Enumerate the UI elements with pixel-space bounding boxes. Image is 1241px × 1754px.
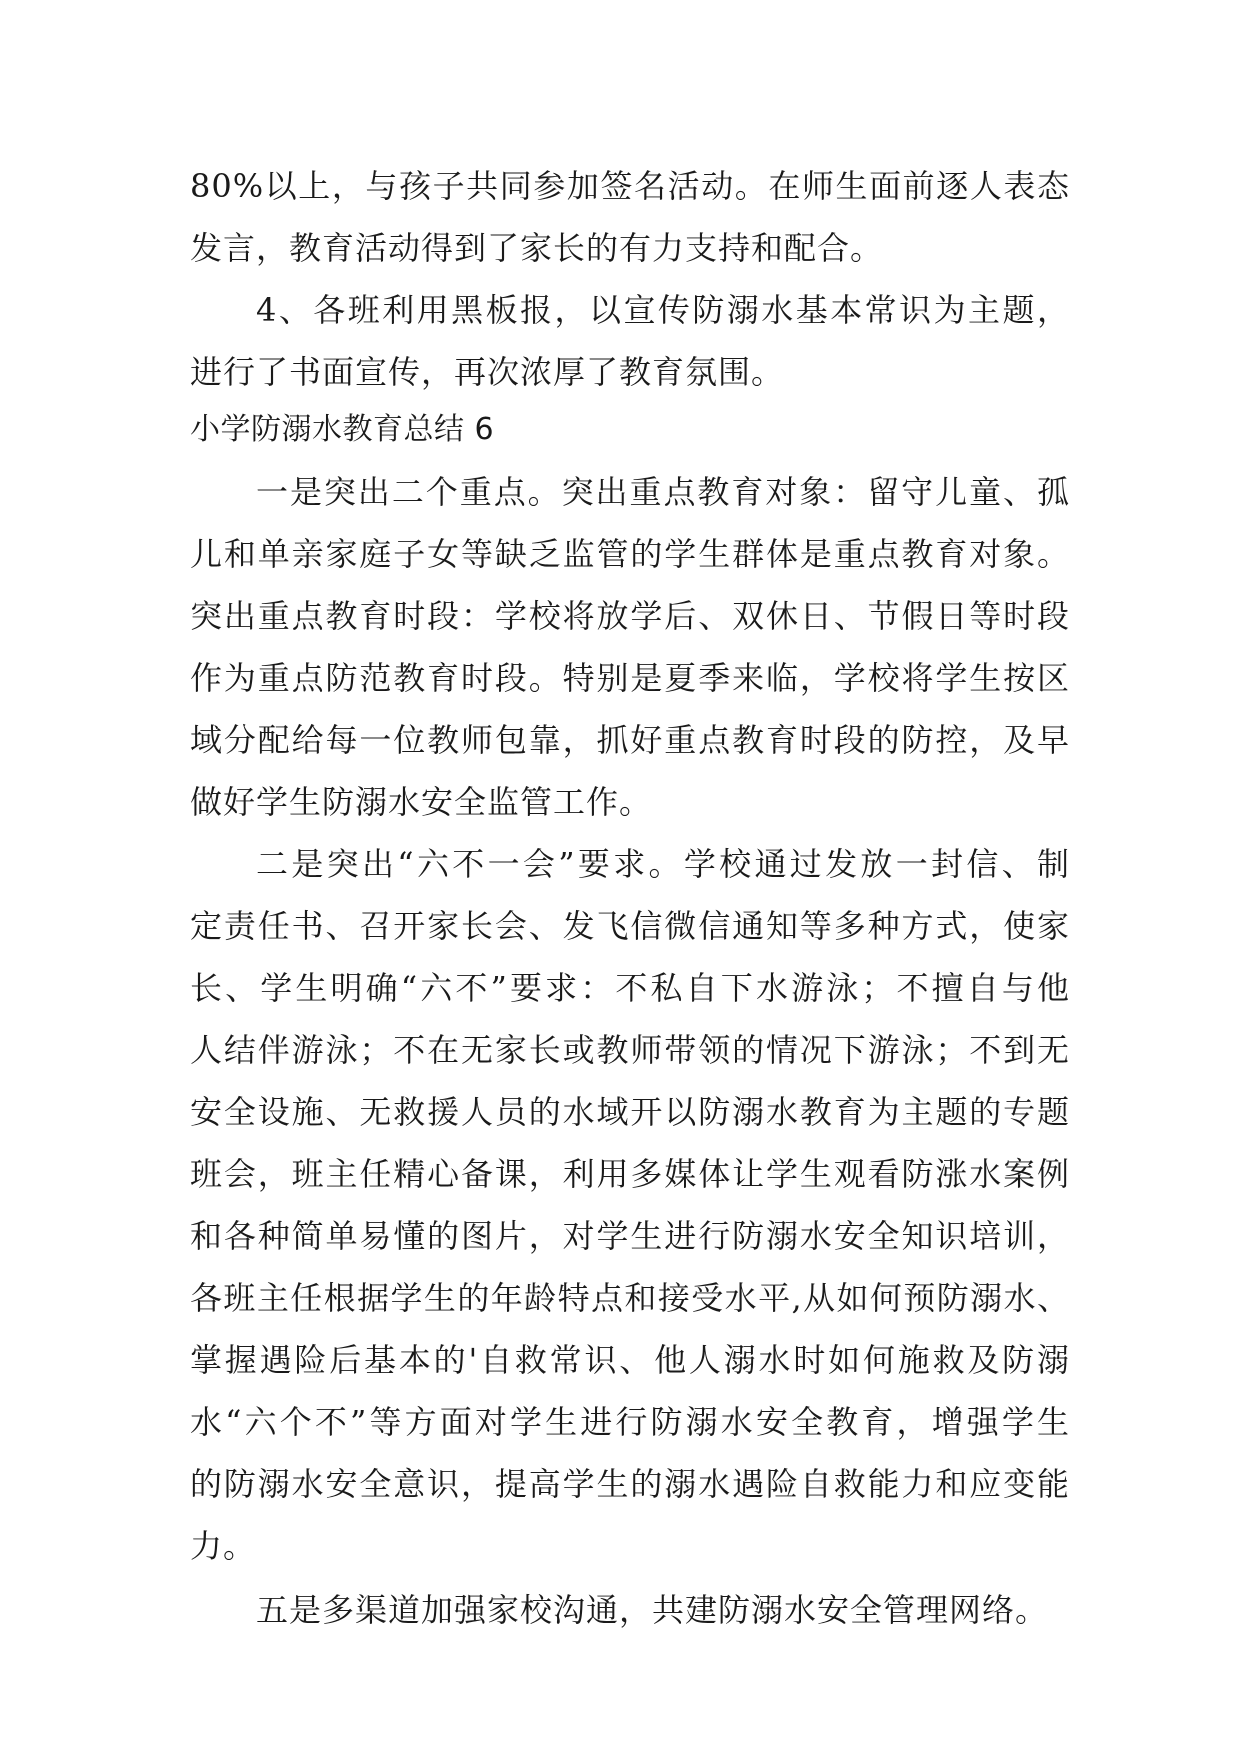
paragraph-line: 长、学生明确“六不”要求：不私自下水游泳；不擅自与他 — [190, 969, 1070, 1007]
paragraph-line: 进行了书面宣传，再次浓厚了教育氛围。 — [190, 353, 785, 391]
paragraph-line: 域分配给每一位教师包靠，抓好重点教育时段的防控，及早 — [190, 721, 1070, 759]
paragraph-line: 掌握遇险后基本的'自救常识、他人溺水时如何施救及防溺 — [190, 1341, 1070, 1379]
paragraph-line: 4、各班利用黑板报，以宣传防溺水基本常识为主题， — [256, 291, 1070, 329]
paragraph-line: 80%以上，与孩子共同参加签名活动。在师生面前逐人表态 — [190, 167, 1070, 205]
paragraph-line: 和各种简单易懂的图片，对学生进行防溺水安全知识培训， — [190, 1217, 1070, 1255]
paragraph-line: 儿和单亲家庭子女等缺乏监管的学生群体是重点教育对象。 — [190, 535, 1070, 573]
paragraph-line: 安全设施、无救援人员的水域开以防溺水教育为主题的专题 — [190, 1093, 1070, 1131]
paragraph-line: 水“六个不”等方面对学生进行防溺水安全教育，增强学生 — [190, 1403, 1070, 1441]
paragraph-line: 做好学生防溺水安全监管工作。 — [190, 783, 653, 821]
section-heading: 小学防溺水教育总结 6 — [190, 412, 495, 447]
paragraph-line: 班会，班主任精心备课，利用多媒体让学生观看防涨水案例 — [190, 1155, 1070, 1193]
paragraph-line: 力。 — [190, 1527, 257, 1565]
paragraph-line: 的防溺水安全意识，提高学生的溺水遇险自救能力和应变能 — [190, 1465, 1070, 1503]
paragraph-line: 各班主任根据学生的年龄特点和接受水平,从如何预防溺水、 — [190, 1279, 1070, 1317]
paragraph-line: 一是突出二个重点。突出重点教育对象：留守儿童、孤 — [256, 473, 1070, 511]
paragraph-line: 人结伴游泳；不在无家长或教师带领的情况下游泳；不到无 — [190, 1031, 1070, 1069]
paragraph-line: 作为重点防范教育时段。特别是夏季来临，学校将学生按区 — [190, 659, 1070, 697]
paragraph-line: 发言，教育活动得到了家长的有力支持和配合。 — [190, 229, 884, 267]
paragraph-line: 二是突出“六不一会”要求。学校通过发放一封信、制 — [256, 845, 1070, 883]
paragraph-line: 定责任书、召开家长会、发飞信微信通知等多种方式，使家 — [190, 907, 1070, 945]
paragraph-line: 五是多渠道加强家校沟通，共建防溺水安全管理网络。 — [256, 1591, 1049, 1629]
paragraph-line: 突出重点教育时段：学校将放学后、双休日、节假日等时段 — [190, 597, 1070, 635]
